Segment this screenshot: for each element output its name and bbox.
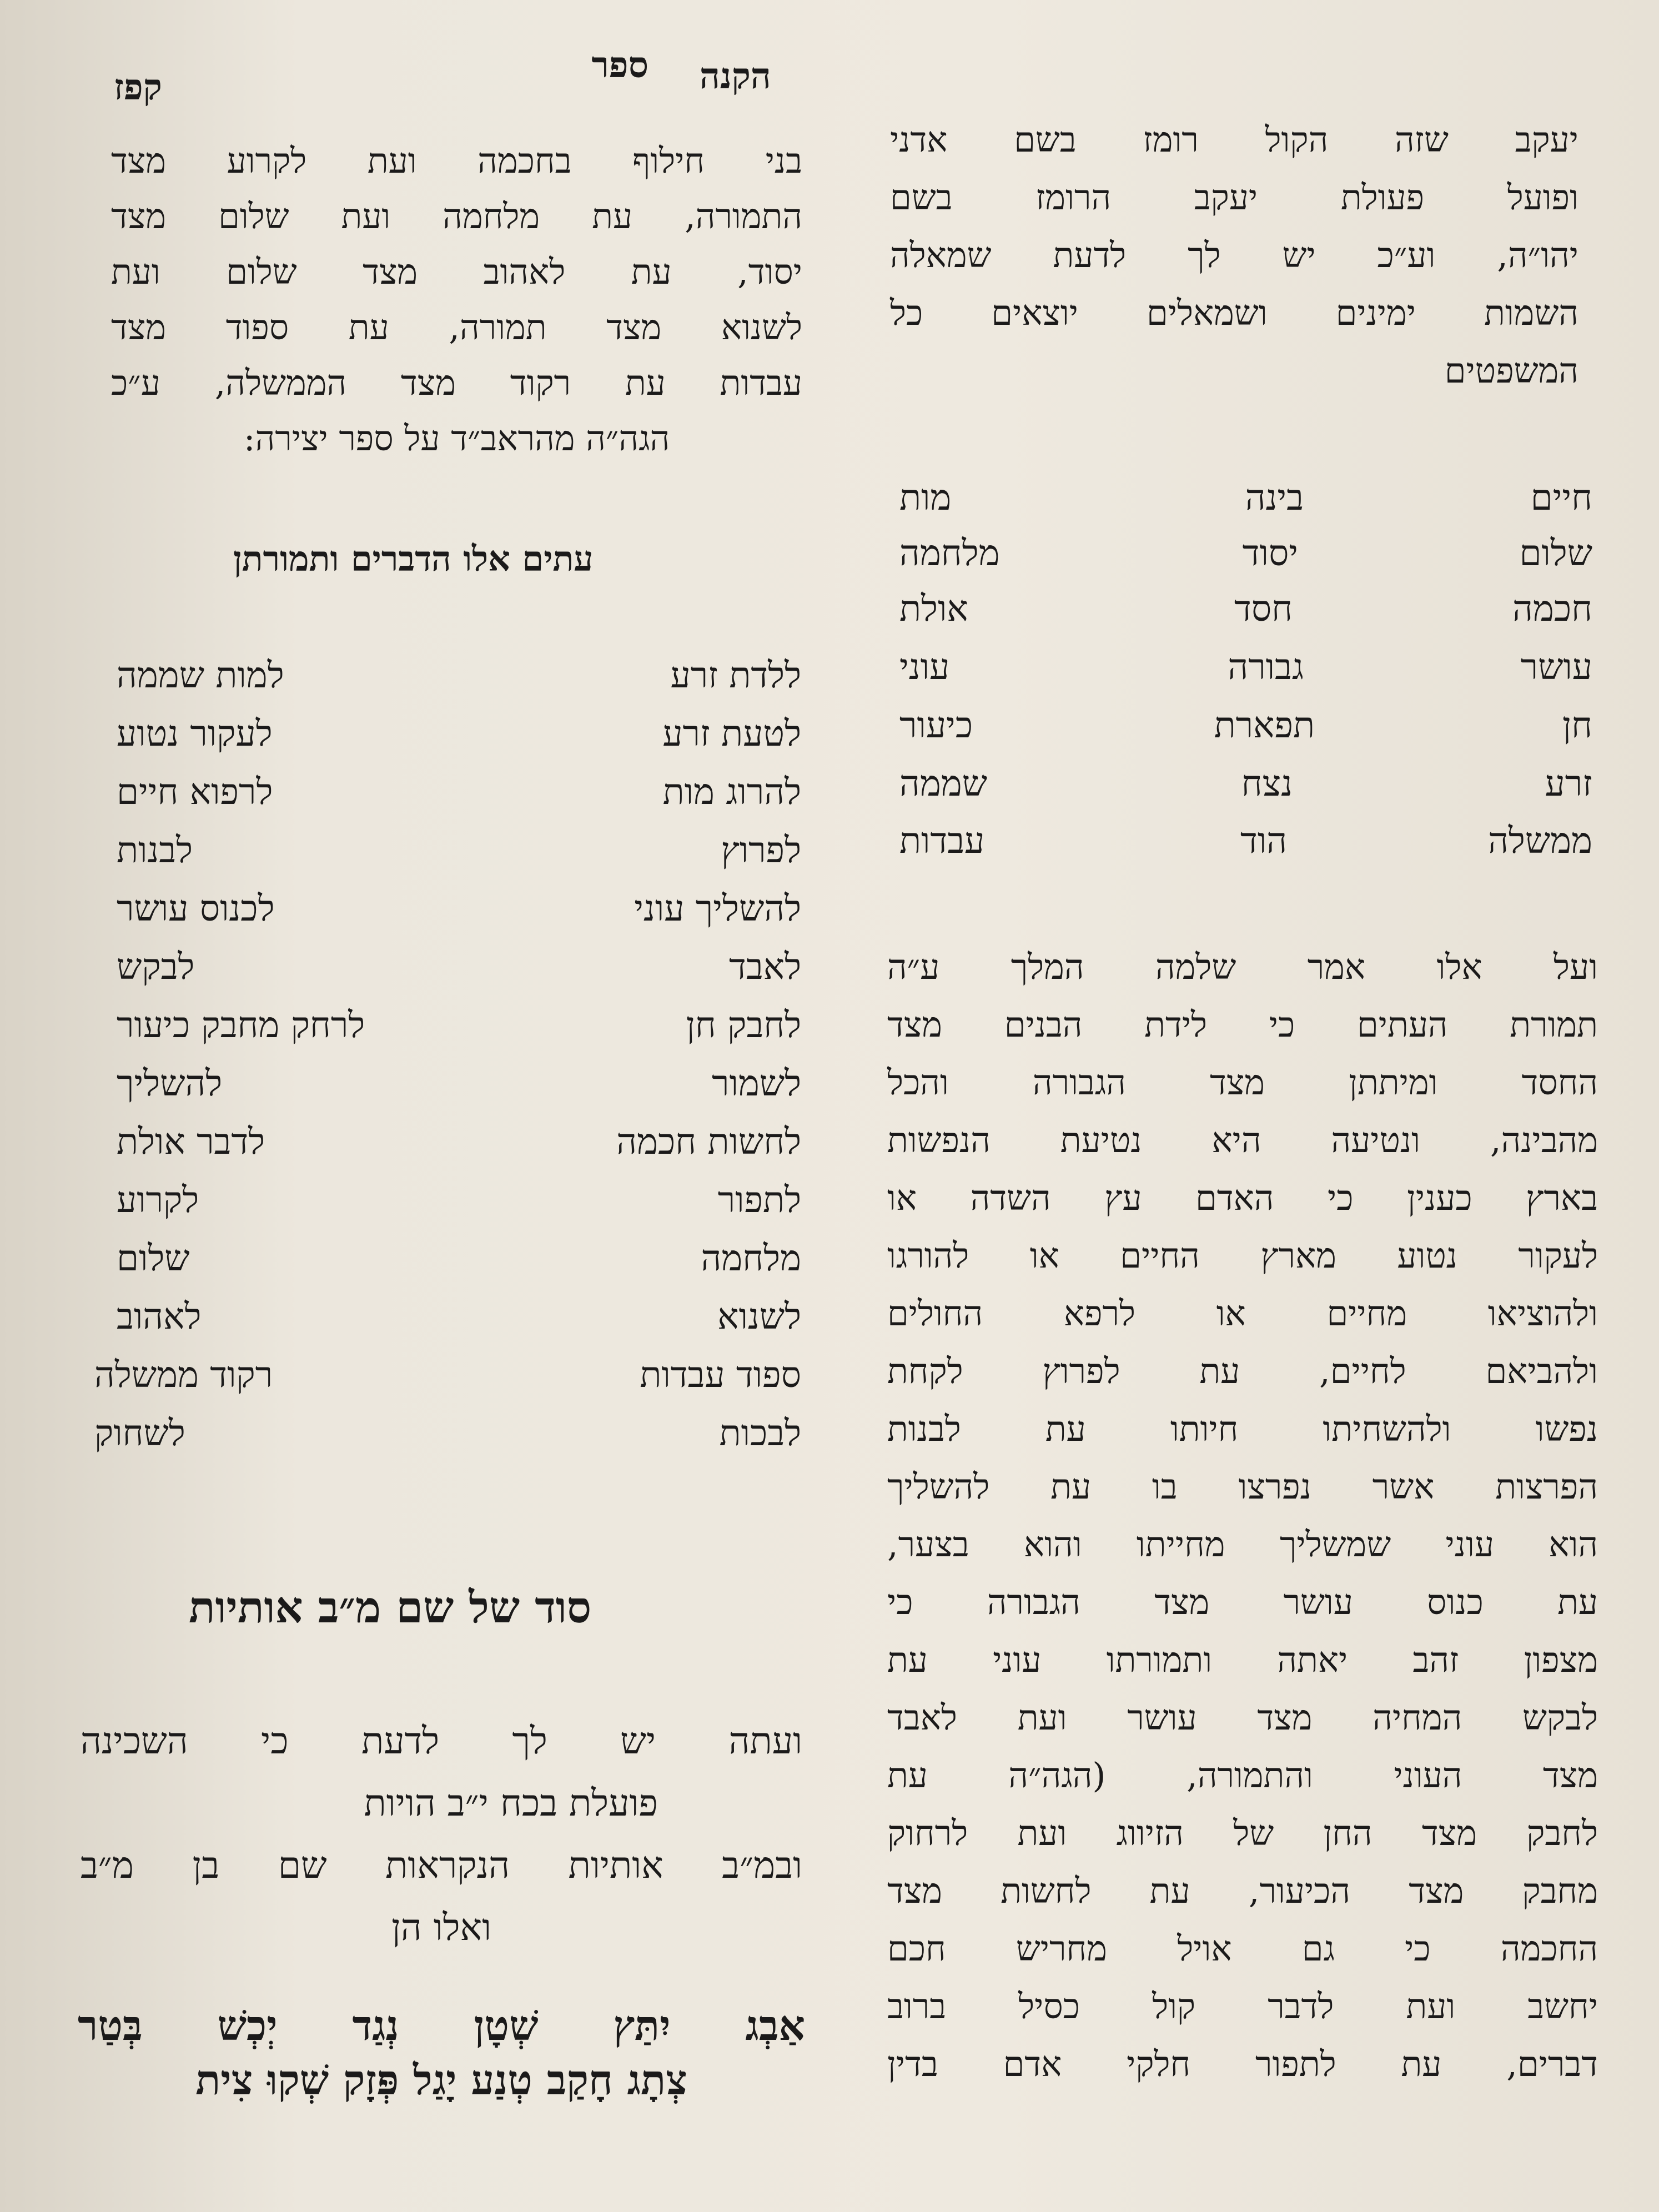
times-right: מלחמה bbox=[701, 1238, 801, 1279]
times-left: רקוד ממשלה bbox=[94, 1355, 273, 1396]
times-right: לחבק חן bbox=[686, 1005, 801, 1046]
right-body-line: החסד ומיתתן מצד הגבורה והכל bbox=[887, 1062, 1598, 1103]
right-body-line: מחבק מצד הכיעור, עת לחשות מצד bbox=[887, 1871, 1598, 1911]
sefirot-middle: גבורה bbox=[1228, 647, 1304, 688]
times-left: לעקור נטוע bbox=[117, 713, 273, 755]
times-right: ללדת זרע bbox=[670, 655, 801, 696]
secret-line: ובמ״ב אותיות הנקראות שם בן מ״ב bbox=[81, 1844, 802, 1887]
right-body-line: בארץ כענין כי האדם עץ השדה או bbox=[887, 1178, 1598, 1218]
left-intro-line: בני חילוף בחכמה ועת לקרוע מצד bbox=[111, 140, 802, 181]
left-intro-line: הגה״ה מהראב״ד על ספר יצירה: bbox=[243, 418, 670, 459]
right-intro-line: השמות ימינים ושמאלים יוצאים כל bbox=[890, 293, 1578, 333]
right-body-line: לחבק מצד החן של הזיווג ועת לרחוק bbox=[887, 1813, 1598, 1853]
header-left: קפז bbox=[114, 67, 162, 108]
secret-line: ואלו הן bbox=[391, 1906, 492, 1949]
times-right: לטעת זרע bbox=[662, 713, 801, 755]
sefirot-left: אולת bbox=[899, 589, 968, 630]
sefirot-right: חיים bbox=[1530, 477, 1592, 519]
sefirot-right: חכמה bbox=[1512, 589, 1592, 630]
times-right: לתפור bbox=[717, 1180, 801, 1221]
times-right: להרוג מות bbox=[662, 772, 801, 813]
times-left: לבנות bbox=[117, 830, 193, 871]
times-right: לחשות חכמה bbox=[616, 1122, 801, 1163]
name-42-block bbox=[78, 1999, 805, 2108]
times-left: לבקש bbox=[117, 947, 195, 988]
right-body-line: ולהביאם לחיים, עת לפרוץ לקחת bbox=[887, 1351, 1598, 1391]
sefirot-right: חן bbox=[1562, 705, 1592, 746]
left-intro-paragraph bbox=[111, 133, 802, 466]
right-body-line: עת כנוס עושר מצד הגבורה כי bbox=[887, 1582, 1598, 1622]
right-body-line: לבקש המחיה מצד עושר ועת לאבד bbox=[887, 1697, 1598, 1738]
right-body-line: דברים, עת לתפור חלקי אדם בדין bbox=[887, 2044, 1598, 2084]
times-right: לבכות bbox=[719, 1413, 801, 1454]
sefirot-middle: תפארת bbox=[1214, 705, 1315, 746]
sefirot-right: זרע bbox=[1545, 763, 1592, 805]
times-right: לפרוץ bbox=[721, 830, 801, 871]
left-intro-line: עבדות עת רקוד מצד הממשלה, ע״כ bbox=[111, 363, 802, 403]
sefirot-middle: נצח bbox=[1241, 763, 1293, 805]
sefirot-middle: הוד bbox=[1240, 821, 1287, 862]
sefirot-left: מלחמה bbox=[899, 533, 1000, 574]
right-body-line: יחשב ועת לדבר קול כסיל ברוב bbox=[887, 1986, 1598, 2027]
right-body-line: תמורת העתים כי לידת הבנים מצד bbox=[887, 1004, 1598, 1045]
right-body-line: הוא עוני שמשליך מחייתו והוא בצער, bbox=[887, 1524, 1598, 1565]
times-right: לשנוא bbox=[717, 1296, 801, 1338]
right-body-line: מהבינה, ונטיעה היא נטיעת הנפשות bbox=[887, 1120, 1598, 1160]
name-42-line: אַבְג יִתַּץ שְׁטָן נְגַד יְכְשׁ בְּטַר bbox=[78, 2002, 805, 2050]
times-right: לאבד bbox=[729, 947, 801, 988]
right-body-line: לעקור נטוע מארץ החיים או להורגו bbox=[887, 1235, 1598, 1276]
header-center: הקנה bbox=[700, 56, 771, 97]
times-left: להשליך bbox=[117, 1063, 223, 1104]
secret-line: פועלת בכח י״ב הויות bbox=[364, 1782, 658, 1824]
sefirot-right: ממשלה bbox=[1488, 821, 1592, 862]
left-intro-line: התמורה, עת מלחמה ועת שלום מצד bbox=[111, 196, 802, 237]
times-left: לרחק מחבק כיעור bbox=[117, 1005, 365, 1046]
secret-paragraph bbox=[81, 1710, 802, 1959]
right-intro-paragraph bbox=[890, 111, 1578, 400]
sefirot-middle: חסד bbox=[1234, 589, 1293, 630]
times-left: למות שממה bbox=[117, 655, 284, 696]
right-body-line: מצפון זהב יאתה ותמורתו עוני עת bbox=[887, 1640, 1598, 1680]
sefirot-left: כיעור bbox=[899, 705, 973, 746]
times-right: ספוד עבדות bbox=[640, 1355, 801, 1396]
sefirot-middle: יסוד bbox=[1242, 533, 1298, 574]
secret-line: ועתה יש לך לדעת כי השכינה bbox=[81, 1720, 802, 1762]
times-left: לשחוק bbox=[94, 1413, 185, 1454]
times-left: לקרוע bbox=[117, 1180, 199, 1221]
right-body-line: נפשו ולהשחיתו חיותו עת לבנות bbox=[887, 1409, 1598, 1449]
right-body-line: ולהוציאו מחיים או לרפא החולים bbox=[887, 1293, 1598, 1334]
sefirot-middle: בינה bbox=[1245, 477, 1304, 519]
times-left: שלום bbox=[117, 1238, 190, 1279]
left-intro-line: לשנוא מצד תמורה, עת ספוד מצד bbox=[111, 307, 802, 348]
sefirot-left: עוני bbox=[899, 647, 950, 688]
secret-heading: סוד של שם מ״ב אותיות bbox=[189, 1582, 592, 1633]
times-heading: עתים אלו הדברים ותמורתן bbox=[233, 539, 594, 579]
sefirot-right: שלום bbox=[1519, 533, 1592, 574]
right-intro-line: יעקב שזה הקול רומז בשם אדני bbox=[890, 119, 1578, 160]
times-left: לרפוא חיים bbox=[117, 772, 273, 813]
times-right: להשליך עוני bbox=[634, 888, 801, 929]
right-body-line: מצד העוני והתמורה, (הגה״ה עת bbox=[887, 1755, 1598, 1796]
sefirot-left: שממה bbox=[899, 763, 987, 805]
right-body-line: הפרצות אשר נפרצו בו עת להשליך bbox=[887, 1466, 1598, 1507]
right-intro-line: יהו״ה, וע״כ יש לך לדעת שמאלה bbox=[890, 235, 1578, 275]
right-intro-line: המשפטים bbox=[1444, 350, 1578, 391]
times-left: לכנוס עושר bbox=[117, 888, 275, 929]
sefirot-left: עבדות bbox=[899, 821, 985, 862]
left-intro-line: יסוד, עת לאהוב מצד שלום ועת bbox=[111, 252, 802, 292]
right-body-paragraph bbox=[887, 938, 1598, 2093]
right-intro-line: ופועל פעולת יעקב הרומז בשם bbox=[890, 177, 1578, 218]
right-body-line: ועל אלו אמר שלמה המלך ע״ה bbox=[887, 947, 1598, 987]
times-left: לאהוב bbox=[117, 1296, 202, 1338]
name-42-line: צְתָג חָקַב טְנַע יָגַל פְּזָק שְׁקוּ צִית bbox=[195, 2057, 687, 2104]
times-right: לשמור bbox=[712, 1063, 801, 1104]
right-body-line: החכמה כי גם אויל מחריש חכם bbox=[887, 1928, 1598, 1969]
sefirot-left: מות bbox=[899, 477, 952, 519]
sefirot-right: עושר bbox=[1520, 647, 1592, 688]
times-left: לדבר אולת bbox=[117, 1122, 265, 1163]
header-right: ספר bbox=[591, 44, 648, 86]
